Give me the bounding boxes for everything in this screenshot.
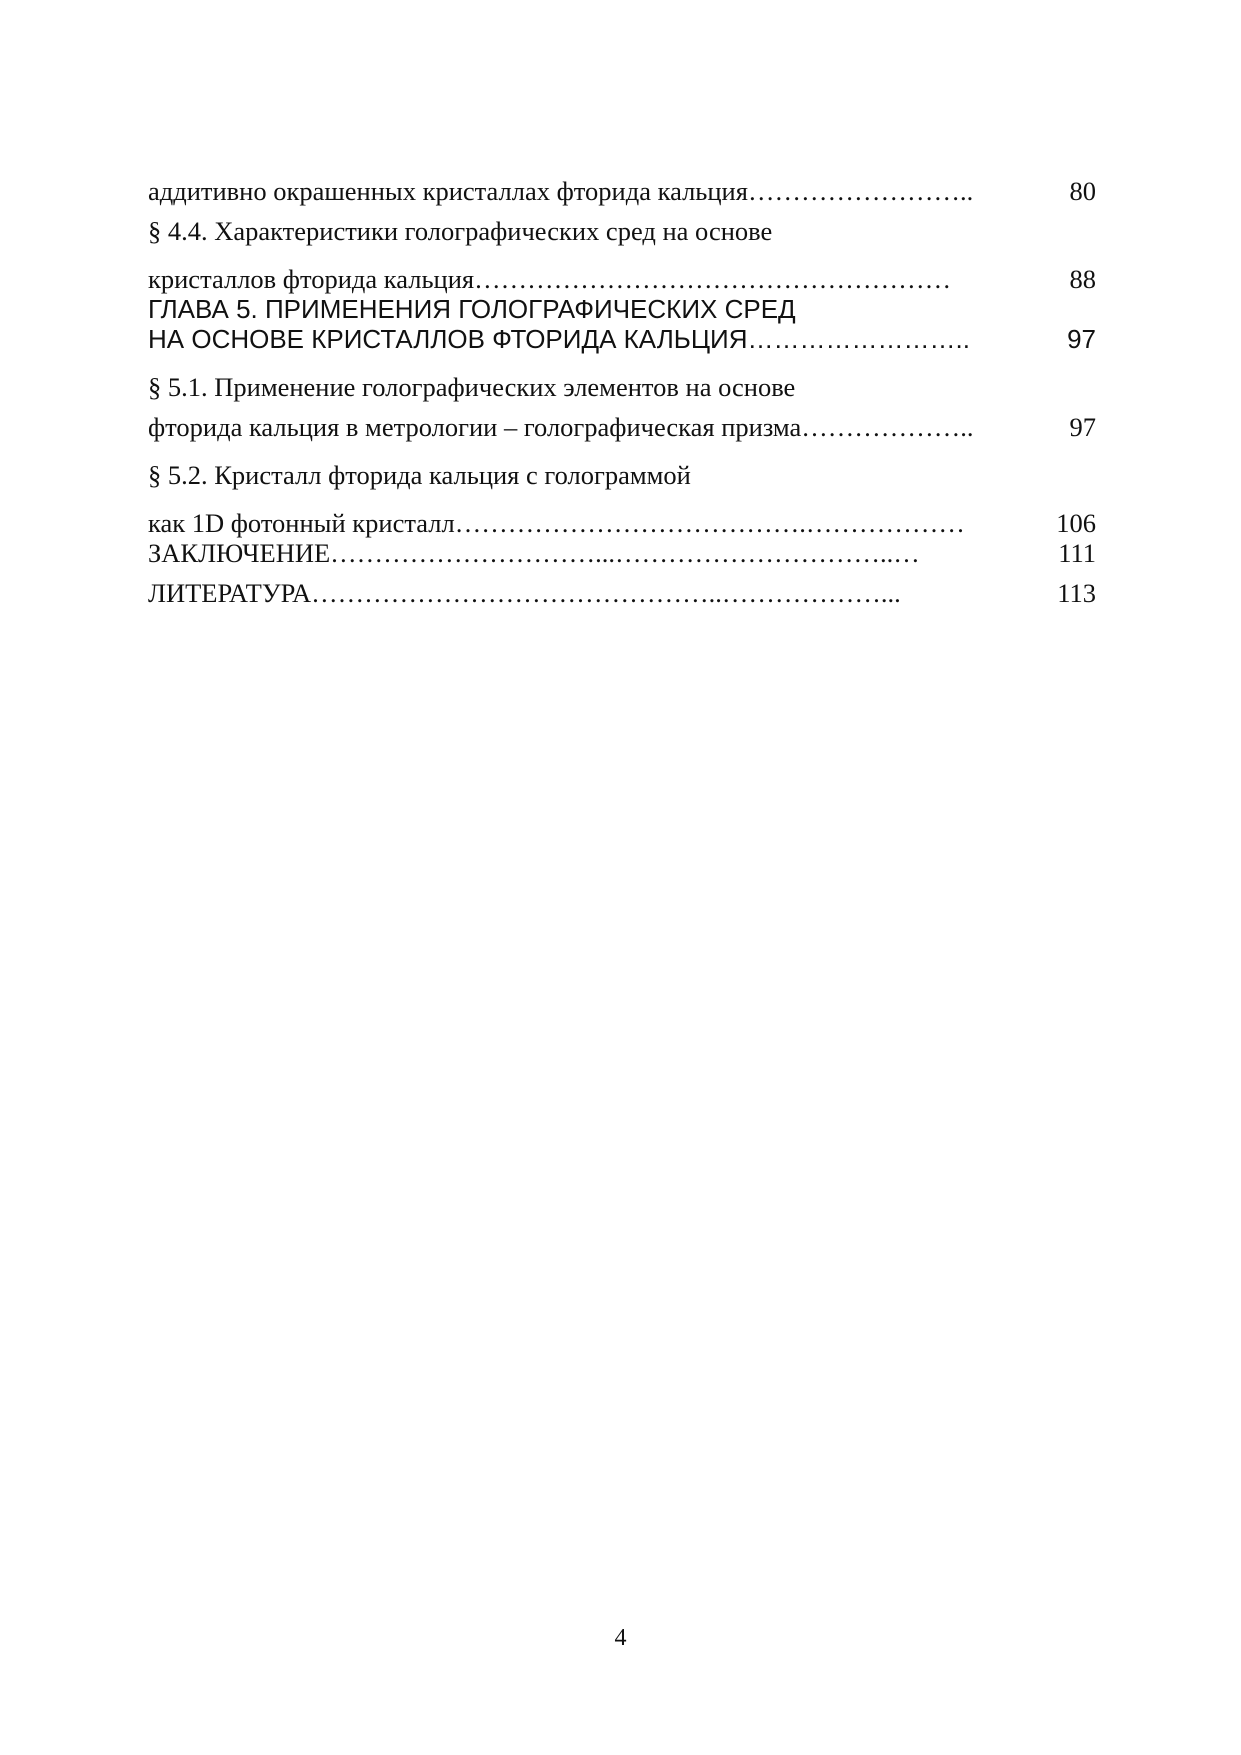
toc-dot-leader: ……………………..	[747, 176, 974, 206]
toc-page-number: 111	[1058, 538, 1096, 568]
toc-entry-section-5-2-continued	[148, 508, 1096, 538]
toc-dot-leader: ………………………………………………	[474, 264, 952, 294]
toc-entry-section-4-4-continued	[148, 264, 1096, 294]
toc-entry-section-5-1	[148, 372, 1096, 402]
toc-entry-section-5-1-continued	[148, 412, 1096, 442]
toc-entry-chapter-5-continued	[148, 324, 1096, 354]
toc-entry-section-4-4	[148, 216, 1096, 246]
toc-dot-leader: ………………………………….………………	[454, 508, 965, 538]
toc-entry-text: § 5.1. Применение голографических элементов на основе	[148, 372, 796, 402]
toc-entry-additive-crystals	[148, 176, 1096, 206]
page-number: 4	[614, 1625, 627, 1651]
toc-dot-leader: ………………………………………..………………...	[311, 578, 901, 608]
toc-page-number: 88	[1069, 264, 1096, 294]
toc-page-number: 97	[1069, 412, 1096, 442]
toc-page-number: 106	[1056, 508, 1096, 538]
toc-entry-text: фторида кальция в метрологии – голографическая призма	[148, 412, 802, 442]
toc-entry-text: § 5.2. Кристалл фторида кальция с голограммой	[148, 460, 691, 490]
toc-entry-text: ЗАКЛЮЧЕНИЕ	[148, 538, 331, 568]
toc-page-number: 113	[1057, 578, 1096, 608]
toc-page-number: 97	[1067, 324, 1096, 354]
toc-entry-text: § 4.4. Характеристики голографических сред на основе	[148, 216, 773, 246]
toc-entry-literature	[148, 578, 1096, 608]
toc-dot-leader: …………………………...…………………………..…	[330, 538, 920, 568]
toc-page-number: 80	[1069, 176, 1096, 206]
toc-entry-text: НА ОСНОВЕ КРИСТАЛЛОВ ФТОРИДА КАЛЬЦИЯ	[148, 324, 748, 354]
toc-entry-text: ЛИТЕРАТУРА	[148, 578, 312, 608]
toc-entry-text: аддитивно окрашенных кристаллах фторида кальция	[148, 176, 748, 206]
toc-entry-chapter-5	[148, 294, 1096, 324]
toc-entry-text: кристаллов фторида кальция	[148, 264, 475, 294]
toc-entry-text: ГЛАВА 5. ПРИМЕНЕНИЯ ГОЛОГРАФИЧЕСКИХ СРЕД	[148, 294, 796, 324]
toc-dot-leader: ………………..	[801, 412, 974, 442]
toc-entry-section-5-2	[148, 460, 1096, 490]
table-of-contents	[148, 176, 1096, 608]
toc-dot-leader: ……………………..	[747, 324, 970, 354]
toc-entry-conclusion	[148, 538, 1096, 568]
toc-entry-text: как 1D фотонный кристалл	[148, 508, 455, 538]
